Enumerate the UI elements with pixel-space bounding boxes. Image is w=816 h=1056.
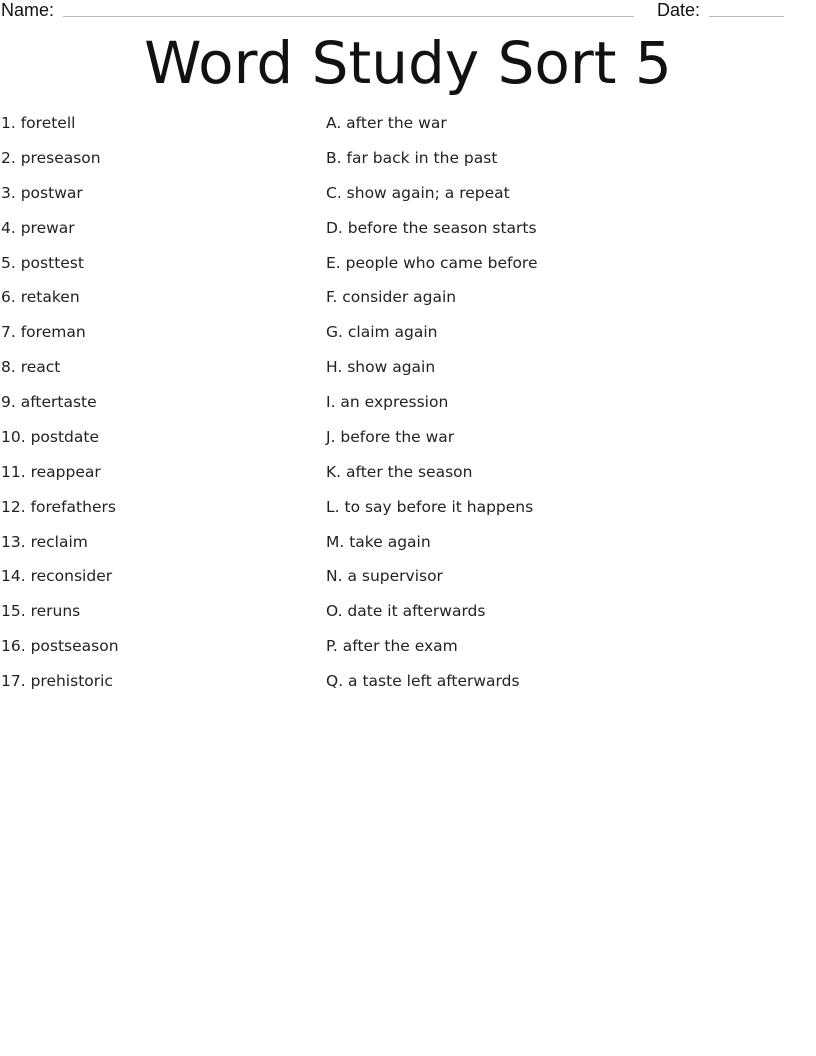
- definition-item: I. an expression: [326, 393, 449, 411]
- word-item: 1. foretell: [1, 114, 76, 132]
- word-item: 5. posttest: [1, 253, 84, 272]
- definition-item: Q. a taste left afterwards: [326, 672, 520, 690]
- worksheet-title: Word Study Sort 5: [144, 29, 672, 97]
- word-item: 16. postseason: [1, 637, 119, 656]
- word-item: 4. prewar: [1, 218, 75, 237]
- definition-item: G. claim again: [326, 323, 438, 342]
- date-label: Date:: [657, 0, 701, 20]
- definition-item: J. before the war: [326, 427, 455, 446]
- word-item: 15. reruns: [1, 602, 81, 621]
- word-list: [1, 112, 301, 705]
- word-item: 6. retaken: [1, 288, 80, 307]
- word-item: 8. react: [1, 358, 61, 377]
- word-item: 9. aftertaste: [1, 393, 97, 411]
- definition-item: L. to say before it happens: [326, 497, 534, 516]
- word-item: 2. preseason: [1, 148, 101, 167]
- word-item: 14. reconsider: [1, 567, 113, 586]
- definition-item: O. date it afterwards: [326, 602, 486, 621]
- definition-item: F. consider again: [326, 288, 457, 307]
- definition-item: B. far back in the past: [326, 148, 498, 167]
- definition-item: C. show again; a repeat: [326, 183, 510, 202]
- word-item: 12. forefathers: [1, 497, 116, 516]
- word-item: 13. reclaim: [1, 532, 88, 551]
- name-blank-line[interactable]: [63, 16, 634, 17]
- definition-item: K. after the season: [326, 462, 473, 481]
- word-item: 17. prehistoric: [1, 672, 113, 690]
- definition-item: A. after the war: [326, 114, 447, 132]
- definition-item: E. people who came before: [326, 253, 538, 272]
- word-item: 3. postwar: [1, 183, 83, 202]
- word-item: 11. reappear: [1, 462, 101, 481]
- definition-item: D. before the season starts: [326, 218, 537, 237]
- header-row: [0, 0, 816, 22]
- name-label: Name:: [1, 0, 55, 20]
- date-blank-line[interactable]: [709, 16, 784, 17]
- word-item: 7. foreman: [1, 323, 86, 342]
- definition-item: H. show again: [326, 358, 436, 377]
- definition-item: M. take again: [326, 532, 431, 551]
- word-item: 10. postdate: [1, 427, 100, 446]
- definition-item: P. after the exam: [326, 637, 458, 656]
- definition-item: N. a supervisor: [326, 567, 443, 586]
- definition-list: [326, 112, 806, 705]
